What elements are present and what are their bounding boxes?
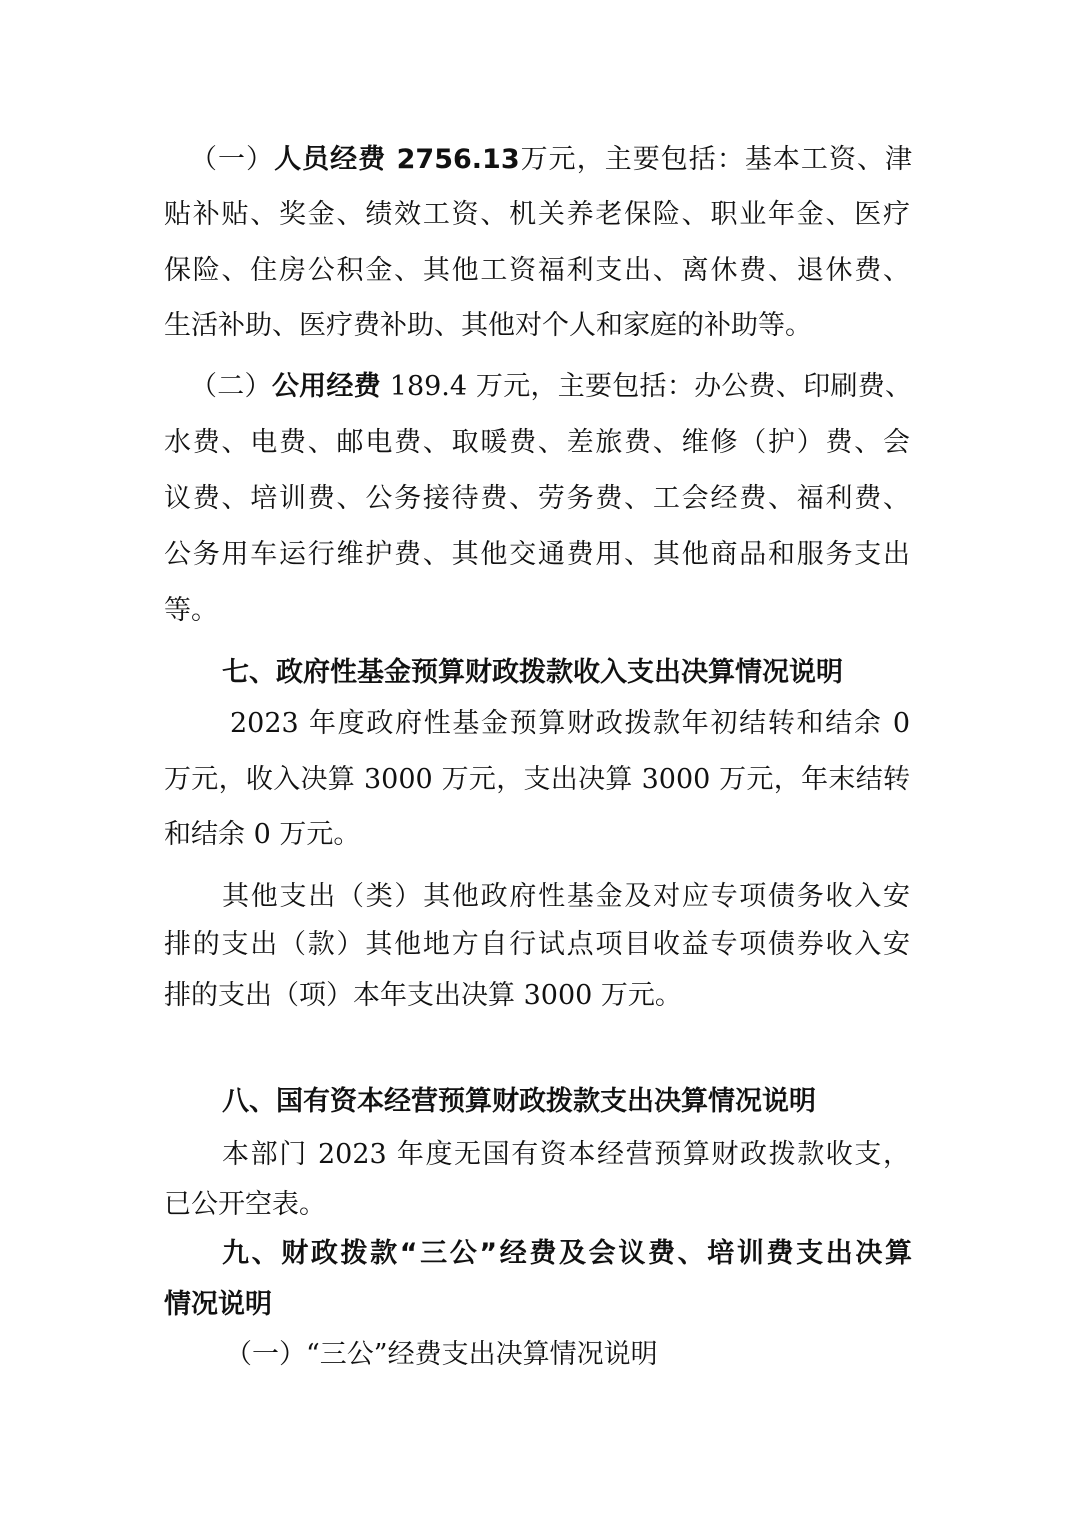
p1-prefix: （一） bbox=[190, 144, 275, 175]
p2-line-3: 议费、培训费、公务接待费、劳务费、工会经费、福利费、 bbox=[164, 483, 910, 514]
section8-p1-line-1: 本部门 2023 年度无国有资本经营预算财政拨款收支， bbox=[222, 1139, 910, 1170]
section7-p1-line-2: 万元，收入决算 3000 万元，支出决算 3000 万元，年末结转 bbox=[164, 764, 910, 795]
p1-line-4: 生活补助、医疗费补助、其他对个人和家庭的补助等。 bbox=[164, 310, 812, 341]
p1-line1-rest: 万元，主要包括：基本工资、津 bbox=[519, 144, 912, 175]
p2-line-2: 水费、电费、邮电费、取暖费、差旅费、维修（护）费、会 bbox=[164, 427, 910, 458]
section7-p2-line-3: 排的支出（项）本年支出决算 3000 万元。 bbox=[164, 980, 682, 1011]
section8-heading: 八、国有资本经营预算财政拨款支出决算情况说明 bbox=[222, 1086, 816, 1117]
p1-bold-label: 人员经费 2756.13 bbox=[274, 144, 520, 175]
p2-line-1 bbox=[190, 365, 912, 409]
section7-p1-line-1: 2023 年度政府性基金预算财政拨款年初结转和结余 0 bbox=[230, 708, 910, 739]
p2-line1-rest: 189.4 万元，主要包括：办公费、印刷费、 bbox=[380, 371, 913, 402]
p2-prefix: （二） bbox=[190, 371, 272, 402]
section7-heading: 七、政府性基金预算财政拨款收入支出决算情况说明 bbox=[222, 657, 843, 688]
p2-bold-label: 公用经费 bbox=[271, 371, 381, 402]
p2-line-4: 公务用车运行维护费、其他交通费用、其他商品和服务支出 bbox=[164, 539, 910, 570]
p1-line-1 bbox=[190, 138, 912, 182]
section9-heading-line-1: 九、财政拨款“三公”经费及会议费、培训费支出决算 bbox=[222, 1238, 912, 1269]
p1-line-2: 贴补贴、奖金、绩效工资、机关养老保险、职业年金、医疗 bbox=[164, 199, 910, 230]
section7-p2-line-2: 排的支出（款）其他地方自行试点项目收益专项债券收入安 bbox=[164, 929, 910, 960]
section9-sub1: （一）“三公”经费支出决算情况说明 bbox=[225, 1339, 658, 1370]
p1-line-3: 保险、住房公积金、其他工资福利支出、离休费、退休费、 bbox=[164, 255, 910, 286]
section9-heading-line-2: 情况说明 bbox=[164, 1289, 272, 1320]
section7-p1-line-3: 和结余 0 万元。 bbox=[164, 819, 361, 850]
p2-line-5: 等。 bbox=[164, 595, 218, 626]
section8-p1-line-2: 已公开空表。 bbox=[164, 1189, 326, 1220]
section7-p2-line-1: 其他支出（类）其他政府性基金及对应专项债务收入安 bbox=[222, 881, 910, 912]
